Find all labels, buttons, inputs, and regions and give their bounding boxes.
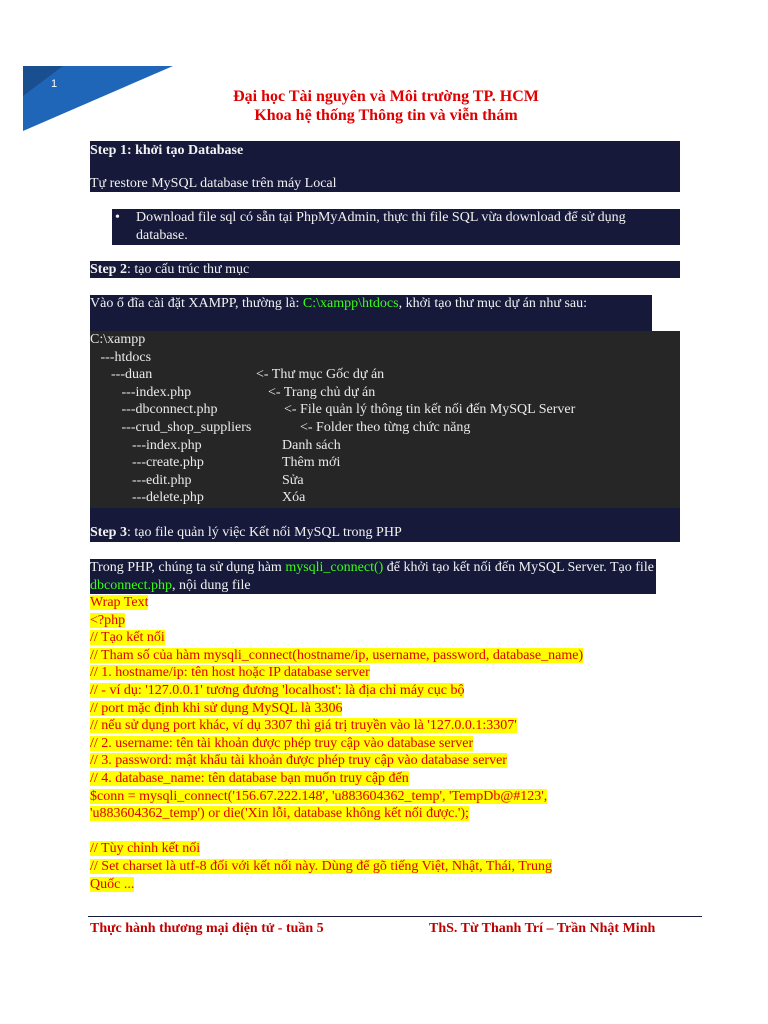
- step1-block: [90, 141, 680, 192]
- document-header: [0, 87, 768, 125]
- wrap-text-label: Wrap Text: [90, 595, 149, 610]
- code-line: // 2. username: tên tài khoản được phép truy cập vào database server: [90, 735, 474, 751]
- step3-intro: Trong PHP, chúng ta sử dụng hàm mysqli_connect() để khởi tạo kết nối đến MySQL Server. Tạo file dbconnect.php, nội dung file: [90, 559, 656, 594]
- university-name: Đại học Tài nguyên và Môi trường TP. HCM: [233, 88, 539, 105]
- code-line: // 1. hostname/ip: tên host hoặc IP database server: [90, 665, 370, 681]
- footer-divider: [88, 916, 702, 917]
- tree-comment: <- File quản lý thông tin kết nối đến MySQL Server: [284, 402, 576, 418]
- step2-title: Step 2: tạo cấu trúc thư mục: [90, 261, 680, 278]
- tree-line: ---create.php: [90, 455, 204, 471]
- tree-comment: <- Trang chủ dự án: [268, 384, 376, 400]
- tree-line: ---index.php: [90, 437, 202, 453]
- step1-title: Step 1: khởi tạo Database: [90, 143, 244, 158]
- code-line: <?php: [90, 612, 126, 628]
- step3-title: Step 3: tạo file quản lý việc Kết nối MySQL trong PHP: [90, 525, 402, 540]
- code-line: // - ví dụ: '127.0.0.1' tương đương 'localhost': là địa chỉ máy cục bộ: [90, 682, 465, 698]
- faculty-name: Khoa hệ thống Thông tin và viễn thám: [254, 107, 518, 124]
- step1-bullet-block: [112, 209, 680, 245]
- code-line: $conn = mysqli_connect('156.67.222.148', 'u883604362_temp', 'TempDb@#123',: [90, 788, 548, 804]
- tree-comment: Thêm mới: [282, 455, 341, 471]
- code-line: // Set charset là utf-8 đối với kết nối này. Dùng để gõ tiếng Việt, Nhật, Thái, Trung: [90, 858, 553, 874]
- tree-comment: <- Folder theo từng chức năng: [300, 420, 471, 435]
- code-line: // 4. database_name: tên database bạn muốn truy cập đến: [90, 770, 409, 786]
- tree-comment: Sửa: [282, 472, 304, 488]
- step1-subtitle: Tự restore MySQL database trên máy Local: [90, 176, 337, 191]
- code-line: [90, 823, 690, 841]
- tree-line: ---crud_shop_suppliers: [90, 420, 252, 435]
- bullet-dot: •: [115, 210, 120, 225]
- tree-line: ---htdocs: [90, 349, 152, 365]
- tree-comment: Danh sách: [282, 437, 341, 453]
- footer-authors: ThS. Từ Thanh Trí – Trần Nhật Minh: [429, 921, 656, 936]
- step3-title-block: [90, 508, 680, 542]
- footer-course: Thực hành thương mại điện tử - tuần 5: [90, 921, 324, 936]
- code-line: // nếu sử dụng port khác, ví dụ 3307 thì giá trị truyền vào là '127.0.0.1:3307': [90, 718, 517, 734]
- tree-line: ---duan: [90, 367, 153, 383]
- php-code-block: [90, 594, 690, 893]
- code-line: // Tạo kết nối: [90, 630, 165, 646]
- page-number: 1: [51, 78, 58, 90]
- tree-comment: <- Thư mục Gốc dự án: [256, 367, 385, 383]
- tree-line: ---delete.php: [90, 490, 204, 506]
- code-line: // 3. password: mật khẩu tài khoản được phép truy cập vào database server: [90, 753, 507, 769]
- step2-intro: Vào ổ đĩa cài đặt XAMPP, thường là: C:\xampp\htdocs, khởi tạo thư mục dự án như sau:: [90, 295, 652, 331]
- tree-line: ---edit.php: [90, 472, 192, 488]
- code-line: 'u883604362_temp') or die('Xin lỗi, database không kết nối được.');: [90, 806, 469, 822]
- code-line: // Tham số của hàm mysqli_connect(hostname/ip, username, password, database_name): [90, 647, 584, 663]
- code-line: // port mặc định khi sử dụng MySQL là 3306: [90, 700, 343, 716]
- step1-bullet-text: Download file sql có sẵn tại PhpMyAdmin, thực thi file SQL vừa download để sử dụng database.: [136, 210, 626, 243]
- folder-tree: [90, 331, 680, 508]
- code-line: Quốc ...: [90, 876, 135, 892]
- tree-line: ---dbconnect.php: [90, 402, 218, 418]
- code-line: // Tùy chỉnh kết nối: [90, 841, 201, 857]
- tree-line: ---index.php: [90, 384, 192, 400]
- tree-line: C:\xampp: [90, 332, 146, 347]
- tree-comment: Xóa: [282, 490, 306, 506]
